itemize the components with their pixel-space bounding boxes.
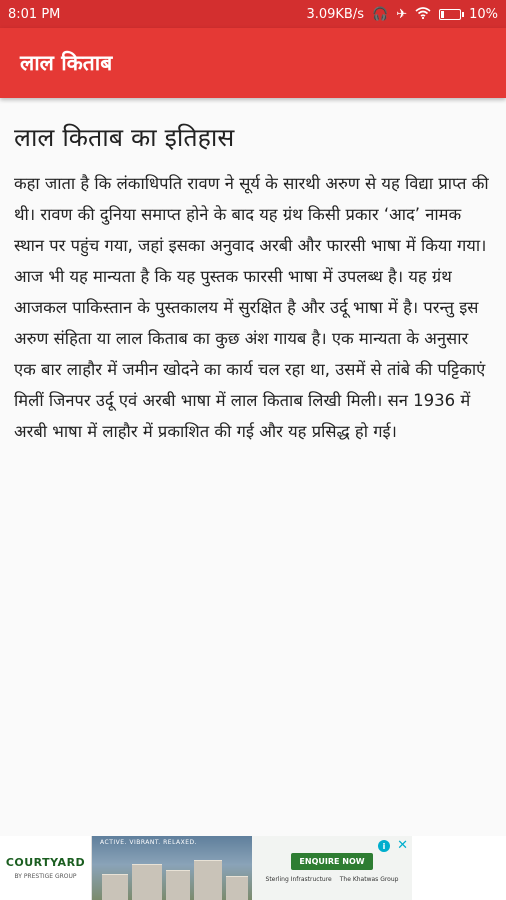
- wifi-icon: [415, 7, 431, 22]
- status-bar: [0, 0, 506, 28]
- article-content[interactable]: [0, 98, 506, 836]
- status-time: 8:01 PM: [8, 6, 61, 22]
- ad-building: [132, 864, 162, 900]
- headphones-icon: 🎧: [372, 6, 389, 22]
- article-title: लाल किताब का इतिहास: [14, 123, 235, 152]
- ad-blank-area: [412, 836, 506, 900]
- ad-building: [194, 860, 222, 900]
- ad-close-icon[interactable]: ✕: [397, 838, 408, 853]
- article-body: कहा जाता है कि लंकाधिपति रावण ने सूर्य के सारथी अरुण से यह विद्या प्राप्त की थी। रावण की दुनिया समाप्त होने के बाद यह ग्रंथ किसी प्रकार ‘आद’ नामक स्थान पर पहुंच गया, जहां इसका अनुवाद अरबी और फारसी भाषा में किया गया। आज भी यह मान्यता है कि यह पुस्तक फारसी भाषा में उपलब्ध है। यह ग्रंथ आजकल पाकिस्तान के पुस्तकालय में सुरक्षित है और उर्दू भाषा में है। परन्तु इस अरुण संहिता या लाल किताब का कुछ अंश गायब है। एक मान्यता के अनुसार एक बार लाहौर में जमीन खोदने का कार्य चल रहा था, उसमें से तांबे की पट्टिकाएं मिलीं जिनपर उर्दू एवं अरबी भाषा में लाल किताब लिखी मिली। सन 1936 में अरबी भाषा में लाहौर में प्रकाशित की गई और यह प्रसिद्ध हो गई।: [14, 174, 489, 441]
- battery-level: 10%: [469, 6, 498, 22]
- ad-partners: [266, 876, 399, 883]
- app-bar: [0, 28, 506, 98]
- ad-banner[interactable]: [0, 836, 506, 900]
- battery-icon: [439, 9, 461, 20]
- ad-building: [166, 870, 190, 900]
- app-title: लाल किताब: [20, 51, 113, 75]
- ad-info-icon[interactable]: i: [378, 840, 390, 852]
- ad-tagline: ACTIVE. VIBRANT. RELAXED.: [100, 839, 198, 846]
- ad-logo-panel[interactable]: [0, 836, 92, 900]
- ad-partner: Sterling Infrastructure: [265, 876, 332, 883]
- status-icons: [306, 7, 498, 22]
- ad-building: [102, 874, 128, 900]
- ad-cta-panel[interactable]: [252, 836, 412, 900]
- ad-partner: The Khatwas Group: [339, 876, 399, 883]
- ad-building: [226, 876, 248, 900]
- ad-logo: COURTYARD: [5, 856, 86, 869]
- ad-enquire-button[interactable]: ENQUIRE NOW: [291, 853, 372, 870]
- network-speed: 3.09KB/s: [306, 6, 364, 22]
- airplane-icon: ✈: [396, 6, 408, 22]
- ad-sublogo: BY PRESTIGE GROUP: [14, 873, 77, 880]
- ad-image[interactable]: [92, 836, 252, 900]
